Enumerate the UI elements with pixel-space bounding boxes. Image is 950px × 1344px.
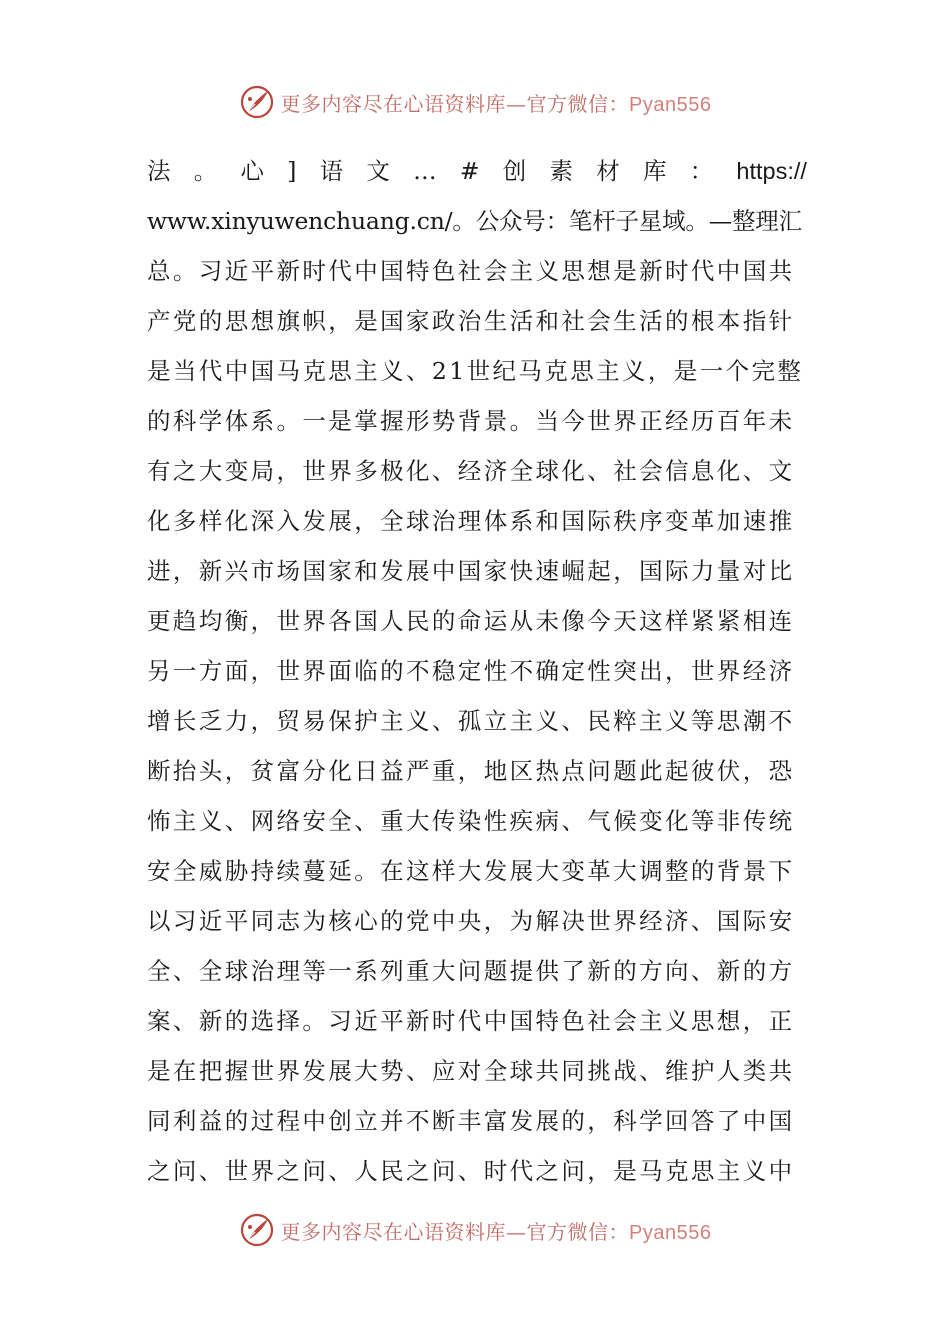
body-line-15: 安全威胁持续蔓延。在这样大发展大变革大调整的背景下 [147, 857, 795, 885]
line-token: 文 [366, 157, 390, 185]
line-token: 心 [240, 157, 264, 185]
body-line-2: www.xinyuwenchuang.cn/。公众号：笔杆子星域。—整理汇 [147, 207, 802, 235]
line-token: 材 [596, 157, 620, 185]
body-line-4: 产党的思想旗帜，是国家政治生活和社会生活的根本指针 [147, 307, 795, 335]
line-token: 法 [147, 157, 171, 185]
line-token: 素 [549, 157, 573, 185]
body-line-18: 案、新的选择。习近平新时代中国特色社会主义思想，正 [147, 1007, 795, 1035]
line-token: 创 [502, 157, 527, 185]
line-token: 语 [319, 157, 344, 185]
body-line-21: 之问、世界之问、人民之问、时代之问，是马克思主义中 [147, 1157, 795, 1185]
body-line-10: 更趋均衡，世界各国人民的命运从未像今天这样紧紧相连 [147, 607, 795, 635]
body-line-7: 有之大变局，世界多极化、经济全球化、社会信息化、文 [147, 457, 795, 485]
body-line-11: 另一方面，世界面临的不稳定性不确定性突出，世界经济 [147, 657, 795, 685]
body-line-19: 是在把握世界发展大势、应对全球共同挑战、维护人类共 [147, 1057, 795, 1085]
header-banner [0, 80, 950, 124]
quill-logo-icon [239, 84, 275, 120]
body-line-12: 增长乏力，贸易保护主义、孤立主义、民粹主义等思潮不 [147, 707, 795, 735]
url-link[interactable]: https:// [736, 158, 807, 184]
footer-banner [0, 1208, 950, 1252]
line-token: ： [689, 157, 714, 185]
line-token: 。 [193, 157, 218, 185]
body-line-9: 进，新兴市场国家和发展中国家快速崛起，国际力量对比 [147, 557, 795, 585]
body-line-14: 怖主义、网络安全、重大传染性疾病、气候变化等非传统 [147, 807, 795, 835]
footer-banner-text: 更多内容尽在心语资料库—官方微信：Pyan556 [280, 1219, 712, 1244]
body-line-1 [147, 146, 807, 196]
body-line-5: 是当代中国马克思主义、21世纪马克思主义，是一个完整 [147, 357, 804, 385]
header-banner-text: 更多内容尽在心语资料库—官方微信：Pyan556 [280, 91, 712, 116]
document-body [147, 146, 807, 1196]
body-line-16: 以习近平同志为核心的党中央，为解决世界经济、国际安 [147, 907, 795, 935]
wechat-handle: Pyan556 [629, 93, 712, 116]
body-line-8: 化多样化深入发展，全球治理体系和国际秩序变革加速推 [147, 507, 795, 535]
body-line-3: 总。习近平新时代中国特色社会主义思想是新时代中国共 [147, 257, 795, 285]
line-token: 库 [642, 157, 667, 185]
body-line-6: 的科学体系。一是掌握形势背景。当今世界正经历百年未 [147, 407, 795, 435]
line-token: ] [287, 157, 297, 185]
body-line-20: 同利益的过程中创立并不断丰富发展的，科学回答了中国 [147, 1107, 795, 1135]
quill-logo-icon [239, 1212, 275, 1248]
body-line-17: 全、全球治理等一系列重大问题提供了新的方向、新的方 [147, 957, 795, 985]
line-token: … [413, 157, 437, 185]
line-token: # [459, 157, 480, 185]
body-line-13: 断抬头，贫富分化日益严重，地区热点问题此起彼伏，恐 [147, 757, 795, 785]
wechat-handle: Pyan556 [629, 1221, 712, 1244]
